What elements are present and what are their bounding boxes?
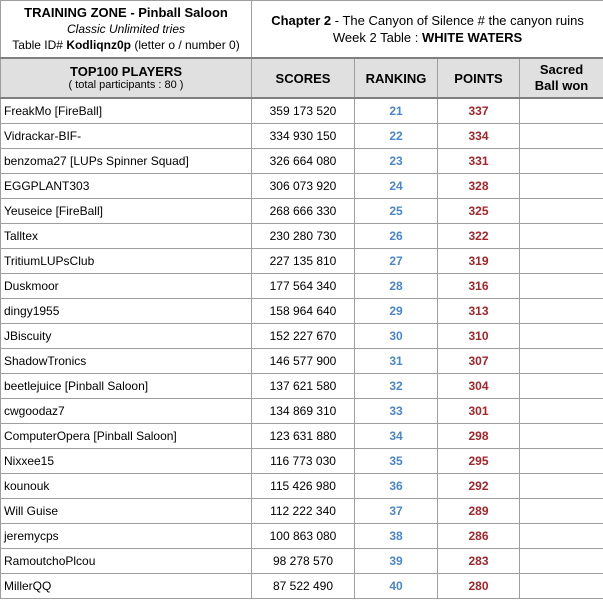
- player-ranking: 21: [355, 98, 438, 124]
- player-ranking: 33: [355, 399, 438, 424]
- player-name: Nixxee15: [1, 449, 252, 474]
- player-points: 334: [438, 124, 520, 149]
- player-ranking: 37: [355, 499, 438, 524]
- player-ranking: 38: [355, 524, 438, 549]
- table-row: [1, 399, 603, 424]
- sacred-ball-won: [520, 249, 603, 274]
- player-name: Vidrackar-BIF-: [1, 124, 252, 149]
- table-row: [1, 174, 603, 199]
- player-score: 230 280 730: [252, 224, 355, 249]
- sacred-ball-won: [520, 499, 603, 524]
- chapter-label: Chapter 2: [271, 13, 332, 28]
- table-row: [1, 499, 603, 524]
- player-points: 319: [438, 249, 520, 274]
- player-name: Talltex: [1, 224, 252, 249]
- player-points: 331: [438, 149, 520, 174]
- player-name: cwgoodaz7: [1, 399, 252, 424]
- sacred-ball-won: [520, 474, 603, 499]
- player-points: 310: [438, 324, 520, 349]
- player-ranking: 27: [355, 249, 438, 274]
- table-row: [1, 349, 603, 374]
- tournament-info: [1, 1, 252, 59]
- table-row: [1, 124, 603, 149]
- sacred-ball-won: [520, 299, 603, 324]
- player-points: 289: [438, 499, 520, 524]
- player-score: 326 664 080: [252, 149, 355, 174]
- player-name: EGGPLANT303: [1, 174, 252, 199]
- sacred-ball-won: [520, 98, 603, 124]
- player-name: Yeuseice [FireBall]: [1, 199, 252, 224]
- table-id-prefix: Table ID#: [12, 38, 67, 52]
- sacred-ball-won: [520, 124, 603, 149]
- table-id-line: [1, 37, 251, 53]
- week-text: Week 2 Table :: [332, 30, 423, 45]
- player-name: RamoutchoPlcou: [1, 549, 252, 574]
- player-name: JBiscuity: [1, 324, 252, 349]
- player-name: Will Guise: [1, 499, 252, 524]
- sacred-ball-line1: Sacred: [539, 62, 584, 77]
- player-ranking: 29: [355, 299, 438, 324]
- sacred-ball-won: [520, 399, 603, 424]
- week-line: [252, 29, 603, 46]
- chapter-text: - The Canyon of Silence # the canyon ruins: [331, 13, 584, 28]
- chapter-info: [252, 1, 603, 59]
- sacred-ball-won: [520, 524, 603, 549]
- player-name: dingy1955: [1, 299, 252, 324]
- player-ranking: 31: [355, 349, 438, 374]
- players-heading: TOP100 PLAYERS: [70, 63, 182, 79]
- table-row: [1, 449, 603, 474]
- player-points: 292: [438, 474, 520, 499]
- player-score: 115 426 980: [252, 474, 355, 499]
- player-ranking: 34: [355, 424, 438, 449]
- player-ranking: 22: [355, 124, 438, 149]
- sacred-ball-won: [520, 549, 603, 574]
- table-row: [1, 224, 603, 249]
- sacred-ball-won: [520, 224, 603, 249]
- player-score: 123 631 880: [252, 424, 355, 449]
- zone-title: TRAINING ZONE - Pinball Saloon: [24, 5, 228, 20]
- sacred-ball-won: [520, 149, 603, 174]
- player-points: 328: [438, 174, 520, 199]
- participants-count: ( total participants : 80 ): [68, 78, 184, 91]
- player-points: 337: [438, 98, 520, 124]
- player-points: 322: [438, 224, 520, 249]
- player-name: ShadowTronics: [1, 349, 252, 374]
- player-name: MillerQQ: [1, 574, 252, 599]
- player-name: Duskmoor: [1, 274, 252, 299]
- sacred-ball-won: [520, 374, 603, 399]
- player-ranking: 32: [355, 374, 438, 399]
- game-mode: Classic Unlimited tries: [66, 22, 186, 36]
- table-row: [1, 249, 603, 274]
- player-score: 98 278 570: [252, 549, 355, 574]
- column-header-scores: SCORES: [252, 58, 355, 98]
- player-score: 87 522 490: [252, 574, 355, 599]
- sacred-ball-won: [520, 349, 603, 374]
- player-points: 316: [438, 274, 520, 299]
- player-score: 158 964 640: [252, 299, 355, 324]
- player-name: beetlejuice [Pinball Saloon]: [1, 374, 252, 399]
- table-row: [1, 374, 603, 399]
- table-id: Kodliqnz0p: [66, 38, 131, 52]
- player-ranking: 26: [355, 224, 438, 249]
- player-ranking: 24: [355, 174, 438, 199]
- table-name: WHITE WATERS: [422, 30, 523, 45]
- player-score: 268 666 330: [252, 199, 355, 224]
- table-row: [1, 149, 603, 174]
- player-ranking: 36: [355, 474, 438, 499]
- sacred-ball-line2: Ball won: [534, 78, 589, 93]
- player-ranking: 30: [355, 324, 438, 349]
- player-score: 146 577 900: [252, 349, 355, 374]
- player-score: 177 564 340: [252, 274, 355, 299]
- player-score: 116 773 030: [252, 449, 355, 474]
- player-ranking: 25: [355, 199, 438, 224]
- player-ranking: 23: [355, 149, 438, 174]
- player-points: 304: [438, 374, 520, 399]
- player-ranking: 39: [355, 549, 438, 574]
- player-name: jeremycps: [1, 524, 252, 549]
- player-score: 152 227 670: [252, 324, 355, 349]
- table-id-note: (letter o / number 0): [130, 38, 240, 52]
- sacred-ball-won: [520, 174, 603, 199]
- sacred-ball-won: [520, 449, 603, 474]
- player-ranking: 40: [355, 574, 438, 599]
- table-row: [1, 199, 603, 224]
- player-points: 301: [438, 399, 520, 424]
- column-header-points: POINTS: [438, 58, 520, 98]
- player-score: 227 135 810: [252, 249, 355, 274]
- player-points: 295: [438, 449, 520, 474]
- sacred-ball-won: [520, 199, 603, 224]
- player-points: 325: [438, 199, 520, 224]
- column-header-players: [1, 58, 252, 98]
- player-points: 298: [438, 424, 520, 449]
- player-ranking: 35: [355, 449, 438, 474]
- player-name: TritiumLUPsClub: [1, 249, 252, 274]
- player-name: ComputerOpera [Pinball Saloon]: [1, 424, 252, 449]
- player-points: 286: [438, 524, 520, 549]
- sacred-ball-won: [520, 574, 603, 599]
- table-row: [1, 524, 603, 549]
- player-score: 334 930 150: [252, 124, 355, 149]
- table-row: [1, 424, 603, 449]
- player-name: benzoma27 [LUPs Spinner Squad]: [1, 149, 252, 174]
- table-row: [1, 324, 603, 349]
- player-score: 359 173 520: [252, 98, 355, 124]
- sacred-ball-won: [520, 324, 603, 349]
- player-score: 306 073 920: [252, 174, 355, 199]
- table-row: [1, 474, 603, 499]
- player-score: 134 869 310: [252, 399, 355, 424]
- table-row: [1, 274, 603, 299]
- table-row: [1, 98, 603, 124]
- chapter-line: [252, 12, 603, 29]
- player-points: 307: [438, 349, 520, 374]
- player-points: 280: [438, 574, 520, 599]
- player-score: 112 222 340: [252, 499, 355, 524]
- player-points: 283: [438, 549, 520, 574]
- table-row: [1, 549, 603, 574]
- player-points: 313: [438, 299, 520, 324]
- player-name: FreakMo [FireBall]: [1, 98, 252, 124]
- sacred-ball-won: [520, 274, 603, 299]
- column-header-ranking: RANKING: [355, 58, 438, 98]
- table-row: [1, 574, 603, 599]
- sacred-ball-won: [520, 424, 603, 449]
- player-score: 100 863 080: [252, 524, 355, 549]
- player-score: 137 621 580: [252, 374, 355, 399]
- player-name: kounouk: [1, 474, 252, 499]
- table-row: [1, 299, 603, 324]
- column-header-sacred-ball: [520, 58, 603, 98]
- player-ranking: 28: [355, 274, 438, 299]
